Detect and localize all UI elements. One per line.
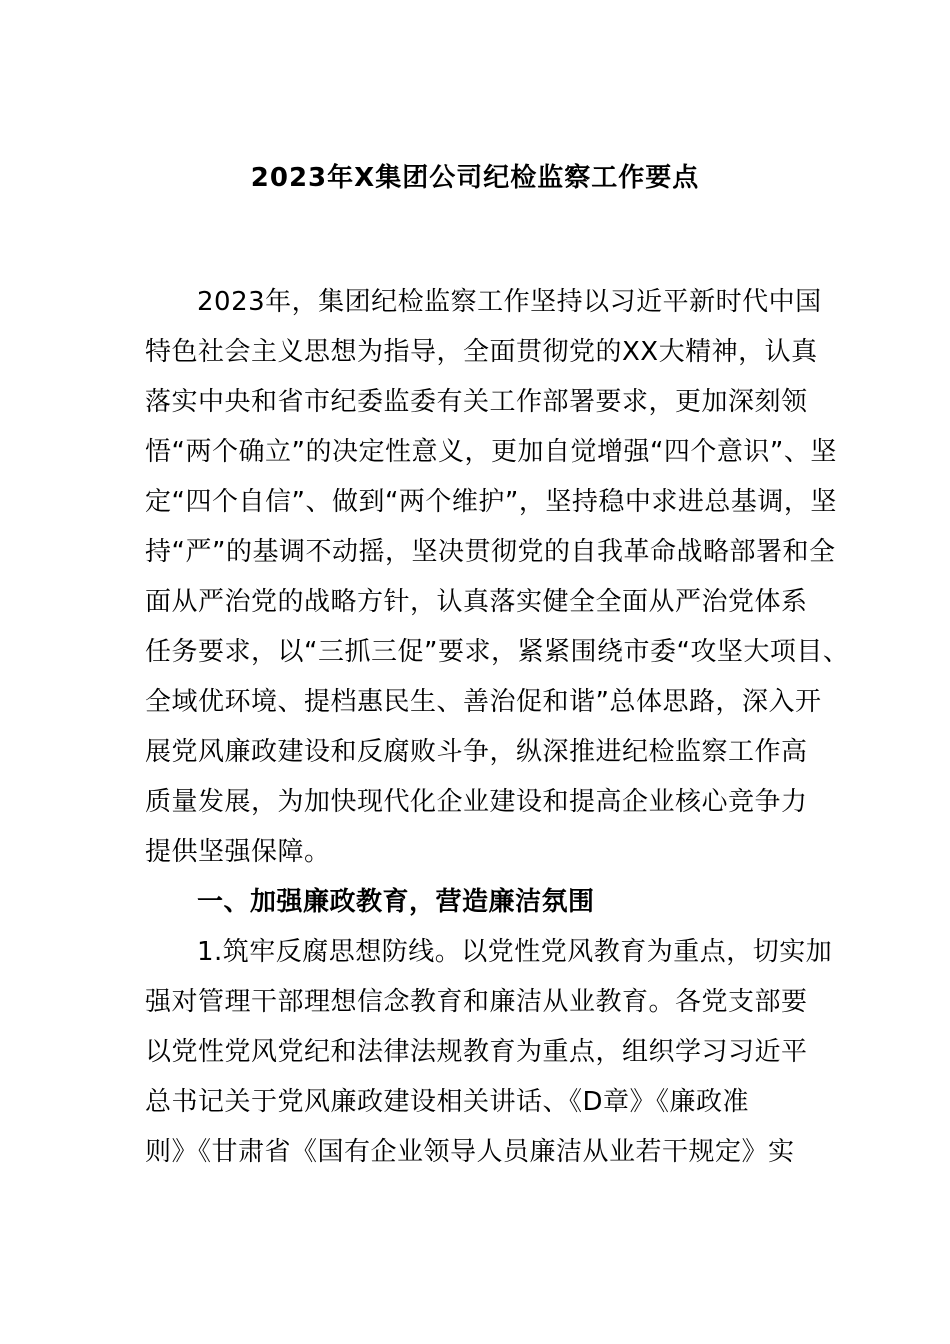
paragraph-line: 落实中央和省市纪委监委有关工作部署要求，更加深刻领: [145, 387, 808, 417]
paragraph-line: 展党风廉政建设和反腐败斗争，纵深推进纪检监察工作高: [145, 737, 808, 767]
paragraph-line: 悟“两个确立”的决定性意义，更加自觉增强“四个意识”、坚: [145, 437, 837, 467]
paragraph-line: 提供坚强保障。: [145, 837, 331, 867]
document-title: 2023年X集团公司纪检监察工作要点: [250, 163, 700, 193]
paragraph-line: 质量发展，为加快现代化企业建设和提高企业核心竞争力: [145, 787, 808, 817]
paragraph-line: 特色社会主义思想为指导，全面贯彻党的XX大精神，认真: [145, 337, 818, 367]
paragraph-line: 持“严”的基调不动摇，坚决贯彻党的自我革命战略部署和全: [145, 537, 836, 567]
paragraph-line: 1.筑牢反腐思想防线。以党性党风教育为重点，切实加: [197, 937, 833, 967]
section-heading: 一、加强廉政教育，营造廉洁氛围: [197, 887, 595, 917]
paragraph-line: 则》《甘肃省《国有企业领导人员廉洁从业若干规定》实: [145, 1137, 795, 1167]
paragraph-line: 面从严治党的战略方针，认真落实健全全面从严治党体系: [145, 587, 808, 617]
paragraph-line: 任务要求，以“三抓三促”要求，紧紧围绕市委“攻坚大项目、: [145, 637, 850, 667]
paragraph-line: 定“四个自信”、做到“两个维护”，坚持稳中求进总基调，坚: [145, 487, 837, 517]
paragraph-line: 2023年，集团纪检监察工作坚持以习近平新时代中国: [197, 287, 822, 317]
paragraph-line: 强对管理干部理想信念教育和廉洁从业教育。各党支部要: [145, 987, 808, 1017]
paragraph-line: 总书记关于党风廉政建设相关讲话、《D章》《廉政准: [145, 1087, 750, 1117]
paragraph-line: 全域优环境、提档惠民生、善治促和谐”总体思路，深入开: [145, 687, 822, 717]
paragraph-line: 以党性党风党纪和法律法规教育为重点，组织学习习近平: [145, 1037, 808, 1067]
